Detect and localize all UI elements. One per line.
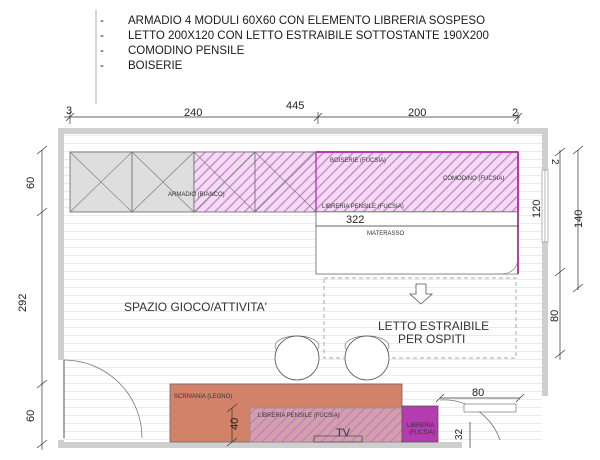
dim-bed-322: 322	[346, 214, 365, 226]
dim-right-2: 2	[549, 159, 560, 165]
dim-left-60-bottom: 60	[25, 409, 37, 422]
dim-top-left: 3	[66, 105, 73, 117]
dim-bottom-32: 32	[454, 428, 465, 440]
label-comodino: COMODINO (FUCSIA)	[443, 176, 505, 182]
wardrobe	[70, 152, 194, 212]
dim-top-total: 445	[286, 100, 305, 112]
label-letto-estraibile-1: LETTO ESTRAIBILE	[378, 319, 490, 333]
label-libreria-top: LIBRERIA PENSILE (FUCSIA)	[322, 204, 404, 210]
label-libreria-box-2: (FUCSIA)	[409, 430, 435, 436]
label-armadio: ARMADIO (BIANCO)	[168, 192, 225, 198]
dim-left-292: 292	[17, 293, 29, 312]
label-scrivania: SCRIVANIA (LEGNO)	[174, 394, 233, 400]
spec-item: - COMODINO PENSILE	[100, 45, 245, 57]
dim-top-right: 2	[512, 107, 519, 119]
dim-top-240: 240	[184, 107, 203, 119]
dim-desk-40: 40	[229, 417, 241, 430]
spec-item: - BOISERIE	[100, 60, 183, 72]
spec-item: - LETTO 200X120 CON LETTO ESTRAIBILE SOTTOSTANTE 190X200	[100, 30, 489, 42]
wardrobe-fuchsia-modules	[194, 152, 316, 212]
dim-door-80: 80	[472, 387, 485, 399]
dim-left-60-top: 60	[25, 176, 37, 189]
dim-right-80: 80	[549, 309, 561, 322]
dim-right-140: 140	[573, 209, 585, 228]
label-letto-estraibile-2: PER OSPITI	[398, 332, 466, 346]
bed-area	[316, 152, 518, 274]
dim-top-200: 200	[408, 107, 427, 119]
label-libreria-box-1: LIBRERIA	[407, 423, 435, 429]
label-boiserie: BOISERIE (FUCSIA)	[330, 158, 387, 164]
label-libreria-bottom: LIBRERIA PENSILE (FUCSIA)	[258, 413, 340, 419]
spec-item: - ARMADIO 4 MODULI 60X60 CON ELEMENTO LIBRERIA SOSPESO	[100, 15, 486, 27]
dim-right-120: 120	[531, 199, 543, 218]
label-materasso: MATERASSO	[367, 231, 405, 237]
label-tv: TV	[336, 427, 351, 439]
label-spazio: SPAZIO GIOCO/ATTIVITA'	[124, 300, 267, 314]
